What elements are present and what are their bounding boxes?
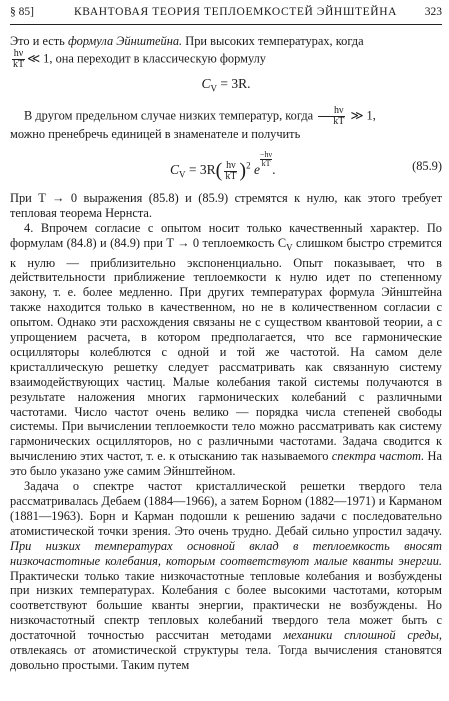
emphasis-continuum-mechanics: механики сплошной среды, — [283, 628, 442, 643]
page-body — [10, 34, 442, 673]
book-page — [10, 6, 443, 672]
paragraph-3: При T → 0 выражения (85.8) и (85.9) стремятся к нулю, как этого требует тепловая теорема Нернста. — [10, 191, 442, 221]
formula-85-9 — [10, 145, 442, 187]
fraction-hv-kT: $\frac{h\nu}{kT}$ — [13, 47, 25, 70]
formula-expression: $C_V = 3R$( $\frac{h\nu}{kT}$ )$^2$ e $\frac{-h\nu}{kT}$. — [170, 150, 276, 182]
section-marker: § 85] — [10, 6, 34, 18]
paragraph-2: В другом предельном случае низких температур, когда $\frac{h\nu}{kT}$ ≫ 1, можно пренебречь единицей в знаменателе и получить — [10, 104, 376, 141]
formula-classical: $C_V = 3R$. — [201, 75, 251, 94]
paragraph-5: Задача о спектре частот кристаллической решетки твердого тела рассматривалась Дебаем (1884—1966), а затем Борном (1882—1971) и Карманом (1881—1963). Борн и Карман подошли к решению задачи с последовательно атомистической точки зрения. Это очень трудно. Дебай сильно упростил задачу. При низких температурах основной вклад в теплоемкость вносят низкочастотные колебания, которым соответствуют малые кванты энергии. Практически только такие низкочастотные тепловые колебания и возбуждены при низких температурах. Колебания с более высокими частотами, которым соответствуют большие кванты энергии, практически не возбуждены. Но низкочастотный спектр тепловых колебаний твердого тела может быть с достаточной точностью рассчитан методами механики сплошной среды, отвлекаясь от атомистической структуры тела. Тогда вычисления становятся довольно простыми. Таким путем — [10, 479, 442, 672]
emphasis-frequency-spectrum: спектра частот. — [331, 449, 425, 464]
paragraph-4: 4. Впрочем согласие с опытом носит только качественный характер. По формулам (84.8) и (84.9) при T → 0 теплоемкость $C_V$ слишком быстро стремится к нулю — приблизительно экспоненциально. Опыт показывает, что в действительности приближение теплоемкости к нулю идет по степенному закону, т. е. более медленно. При других температурах формула Эйнштейна также находится только в качественном, но не в количественном согласии с опытом. Однако эти расхождения связаны не с существом квантовой теории, а с упрощением расчета, в котором предполагается, что все гармонические осцилляторы колеблются с одной и той же частотой. На самом деле кристаллическую решетку следует рассматривать как связанную систему взаимодействующих частиц. Малые колебания такой системы получаются в результате наложения многих гармонических колебаний с различными частотами. Число частот очень велико — порядка числа степеней свободы системы. При вычислении теплоемкости тело можно рассматривать как систему гармонических осцилляторов, но с различными частотами. Задача сводится к вычислению этих частот, т. е. к отысканию так называемого спектра частот. На это было указано уже самим Эйнштейном. — [10, 221, 443, 479]
header-rule — [10, 24, 442, 25]
fraction-hv-kT-2: $\frac{h\nu}{kT}$ — [318, 106, 345, 127]
running-header — [10, 6, 442, 24]
emphasis-einstein-formula: формула Эйнштейна. — [67, 34, 183, 48]
equation-number: (85.9) — [412, 159, 442, 174]
emphasis-low-frequency: При низких температурах основной вклад в теплоемкость вносят низкочастотные колебания, которым соответствуют малые кванты энергии. — [10, 538, 442, 568]
paragraph-1: Это и есть формула Эйнштейна. При высоких температурах, когда $\frac{h\nu}{kT}$ ≪ 1, она переходит в классическую формулу — [10, 34, 364, 70]
running-title: КВАНТОВАЯ ТЕОРИЯ ТЕПЛОЕМКОСТЕЙ ЭЙНШТЕЙНА — [74, 6, 398, 18]
page-number: 323 — [424, 6, 442, 18]
